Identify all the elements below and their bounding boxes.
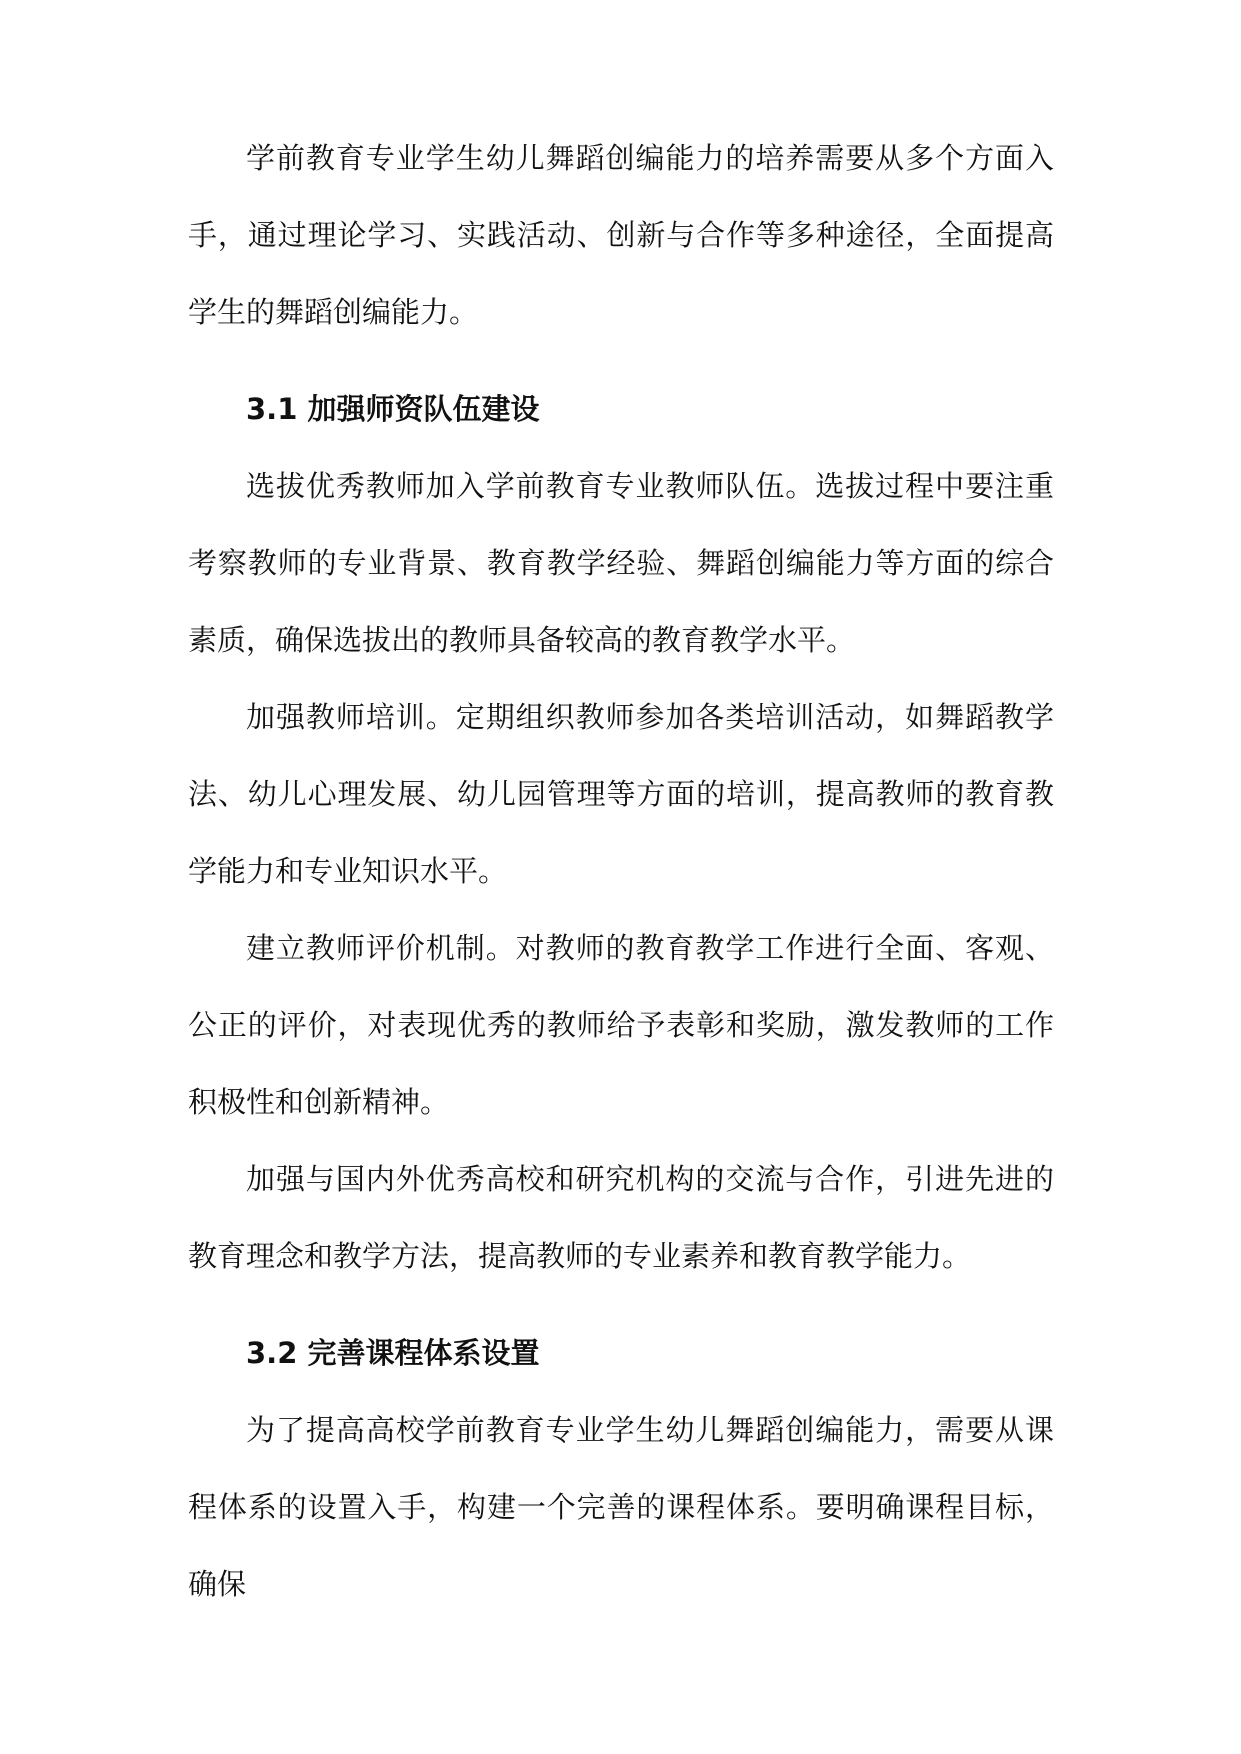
paragraph-teacher-selection: 选拔优秀教师加入学前教育专业教师队伍。选拔过程中要注重考察教师的专业背景、教育教学经验、舞蹈创编能力等方面的综合素质，确保选拔出的教师具备较高的教育教学水平。 <box>188 469 1054 657</box>
section-heading-3-2: 3.2 完善课程体系设置 <box>246 1336 540 1370</box>
paragraph-curriculum-system: 为了提高高校学前教育专业学生幼儿舞蹈创编能力，需要从课程体系的设置入手，构建一个完善的课程体系。要明确课程目标，确保 <box>188 1413 1054 1601</box>
paragraph-teacher-evaluation: 建立教师评价机制。对教师的教育教学工作进行全面、客观、公正的评价，对表现优秀的教师给予表彰和奖励，激发教师的工作积极性和创新精神。 <box>188 931 1054 1119</box>
section-heading-3-1: 3.1 加强师资队伍建设 <box>246 392 540 426</box>
paragraph-exchange-cooperation: 加强与国内外优秀高校和研究机构的交流与合作，引进先进的教育理念和教学方法，提高教师的专业素养和教育教学能力。 <box>188 1162 1054 1273</box>
intro-paragraph: 学前教育专业学生幼儿舞蹈创编能力的培养需要从多个方面入手，通过理论学习、实践活动、创新与合作等多种途径，全面提高学生的舞蹈创编能力。 <box>188 141 1054 329</box>
paragraph-teacher-training: 加强教师培训。定期组织教师参加各类培训活动，如舞蹈教学法、幼儿心理发展、幼儿园管理等方面的培训，提高教师的教育教学能力和专业知识水平。 <box>188 700 1054 888</box>
document-page <box>188 120 1054 1623</box>
